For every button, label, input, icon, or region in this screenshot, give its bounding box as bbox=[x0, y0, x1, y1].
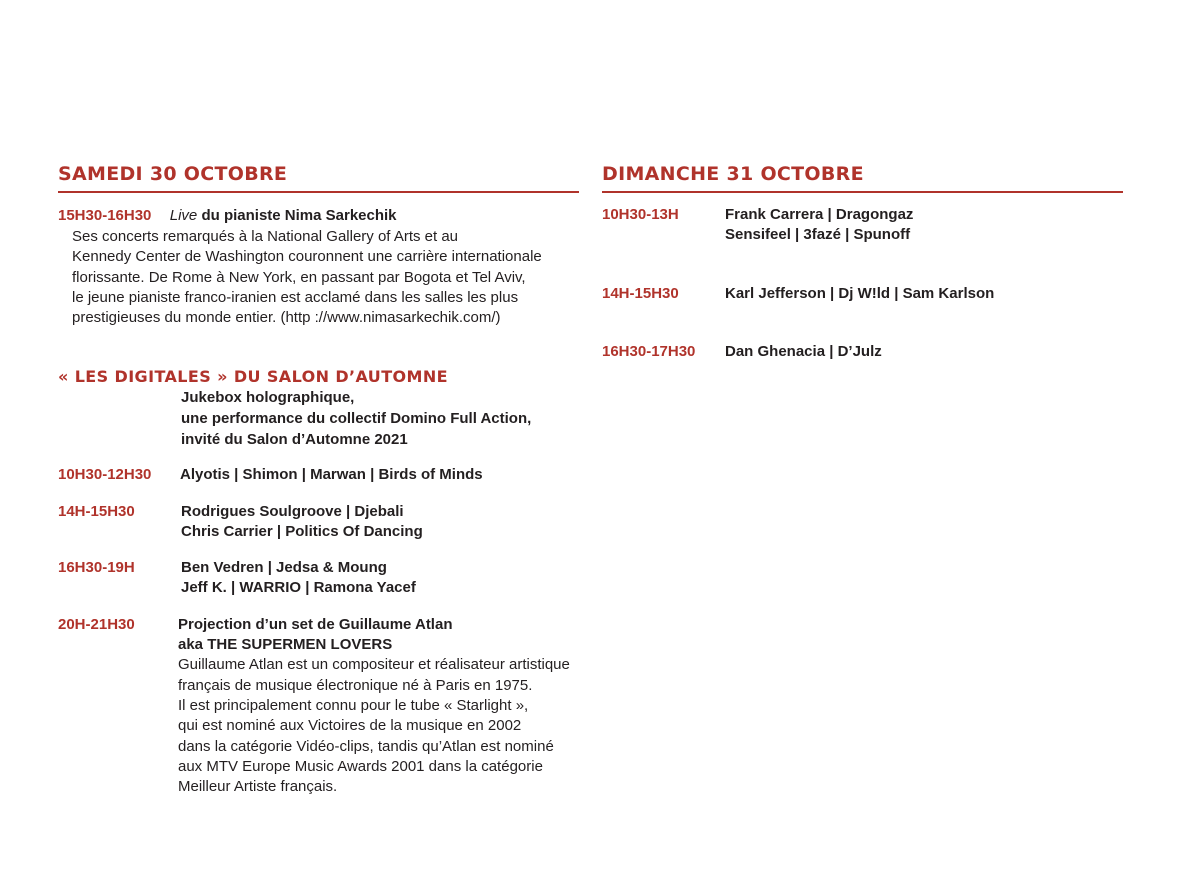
concert-live-label: Live bbox=[169, 207, 198, 224]
projection-description-line: dans la catégorie Vidéo-clips, tandis qu’Atlan est nominé bbox=[178, 737, 554, 755]
projection-title bbox=[178, 615, 579, 655]
schedule-slot bbox=[602, 205, 1123, 245]
slot-time: 14H-15H30 bbox=[58, 503, 135, 521]
slot-acts-line: Jeff K. | WARRIO | Ramona Yacef bbox=[181, 579, 416, 597]
projection-title-line: aka THE SUPERMEN LOVERS bbox=[178, 636, 393, 654]
slot-time: 14H-15H30 bbox=[602, 285, 679, 302]
digitales-intro-line: une performance du collectif Domino Full Action, bbox=[181, 410, 532, 428]
projection-title-line: Projection d’un set de Guillaume Atlan bbox=[178, 616, 453, 634]
concert-entry bbox=[58, 206, 579, 328]
slot-acts bbox=[602, 284, 1123, 304]
projection-description bbox=[178, 655, 579, 797]
schedule-slot bbox=[602, 284, 1123, 304]
slot-time: 16H30-17H30 bbox=[602, 343, 696, 360]
schedule-slot bbox=[602, 342, 1123, 362]
concert-description-line: Kennedy Center de Washington couronnent une carrière internationale bbox=[72, 248, 542, 266]
concert-description-line: prestigieuses du monde entier. (http ://www.nimasarkechik.com/) bbox=[72, 309, 501, 327]
slot-acts-line: Rodrigues Soulgroove | Djebali bbox=[181, 503, 404, 521]
slot-acts bbox=[602, 205, 1123, 245]
concert-description-line: Ses concerts remarqués à la National Gallery of Arts et au bbox=[72, 228, 459, 245]
projection-description-line: qui est nominé aux Victoires de la musique en 2002 bbox=[178, 717, 522, 735]
concert-description-line: le jeune pianiste franco-iranien est acclamé dans les salles les plus bbox=[72, 288, 519, 306]
projection-time: 20H-21H30 bbox=[58, 616, 135, 634]
projection-slot bbox=[58, 615, 579, 797]
projection-description-line: Guillaume Atlan est un compositeur et réalisateur artistique bbox=[178, 656, 570, 674]
projection-description-line: Il est principalement connu pour le tube « Starlight », bbox=[178, 697, 529, 715]
sunday-divider bbox=[602, 191, 1123, 193]
slot-time: 16H30-19H bbox=[58, 559, 135, 577]
digitales-intro bbox=[58, 387, 579, 450]
sunday-column bbox=[602, 160, 1123, 362]
saturday-title: SAMEDI 30 OCTOBRE bbox=[58, 163, 288, 185]
slot-acts-line: Karl Jefferson | Dj W!ld | Sam Karlson bbox=[725, 285, 995, 302]
slot-acts-line: Frank Carrera | Dragongaz bbox=[725, 206, 914, 223]
schedule-slot bbox=[58, 502, 579, 542]
slot-acts-line: Alyotis | Shimon | Marwan | Birds of Minds bbox=[180, 466, 483, 484]
saturday-divider bbox=[58, 191, 579, 193]
sunday-title: DIMANCHE 31 OCTOBRE bbox=[602, 163, 864, 185]
concert-title: du pianiste Nima Sarkechik bbox=[197, 207, 397, 224]
projection-description-line: français de musique électronique né à Paris en 1975. bbox=[178, 676, 533, 694]
saturday-column bbox=[58, 160, 579, 798]
projection-body bbox=[58, 615, 579, 797]
slot-time: 10H30-12H30 bbox=[58, 466, 152, 484]
concert-description bbox=[58, 227, 579, 328]
slot-acts-line: Chris Carrier | Politics Of Dancing bbox=[181, 523, 423, 541]
slot-acts-line: Dan Ghenacia | D’Julz bbox=[725, 343, 882, 360]
digitales-section-title: « LES DIGITALES » DU SALON D’AUTOMNE bbox=[58, 367, 448, 387]
digitales-intro-line: invité du Salon d’Automne 2021 bbox=[181, 431, 408, 449]
slot-acts bbox=[58, 558, 579, 598]
slot-acts-line: Sensifeel | 3fazé | Spunoff bbox=[725, 226, 911, 243]
projection-description-line: aux MTV Europe Music Awards 2001 dans la catégorie bbox=[178, 757, 543, 775]
schedule-slot bbox=[58, 558, 579, 598]
schedule-slot bbox=[58, 465, 579, 485]
concert-header bbox=[58, 206, 579, 226]
projection-description-line: Meilleur Artiste français. bbox=[178, 778, 338, 796]
digitales-intro-line: Jukebox holographique, bbox=[181, 389, 355, 407]
slot-acts bbox=[58, 502, 579, 542]
slot-time: 10H30-13H bbox=[602, 206, 679, 223]
concert-description-line: florissante. De Rome à New York, en passant par Bogota et Tel Aviv, bbox=[72, 268, 526, 286]
concert-time: 15H30-16H30 bbox=[58, 207, 152, 224]
slot-acts-line: Ben Vedren | Jedsa & Moung bbox=[181, 559, 387, 577]
